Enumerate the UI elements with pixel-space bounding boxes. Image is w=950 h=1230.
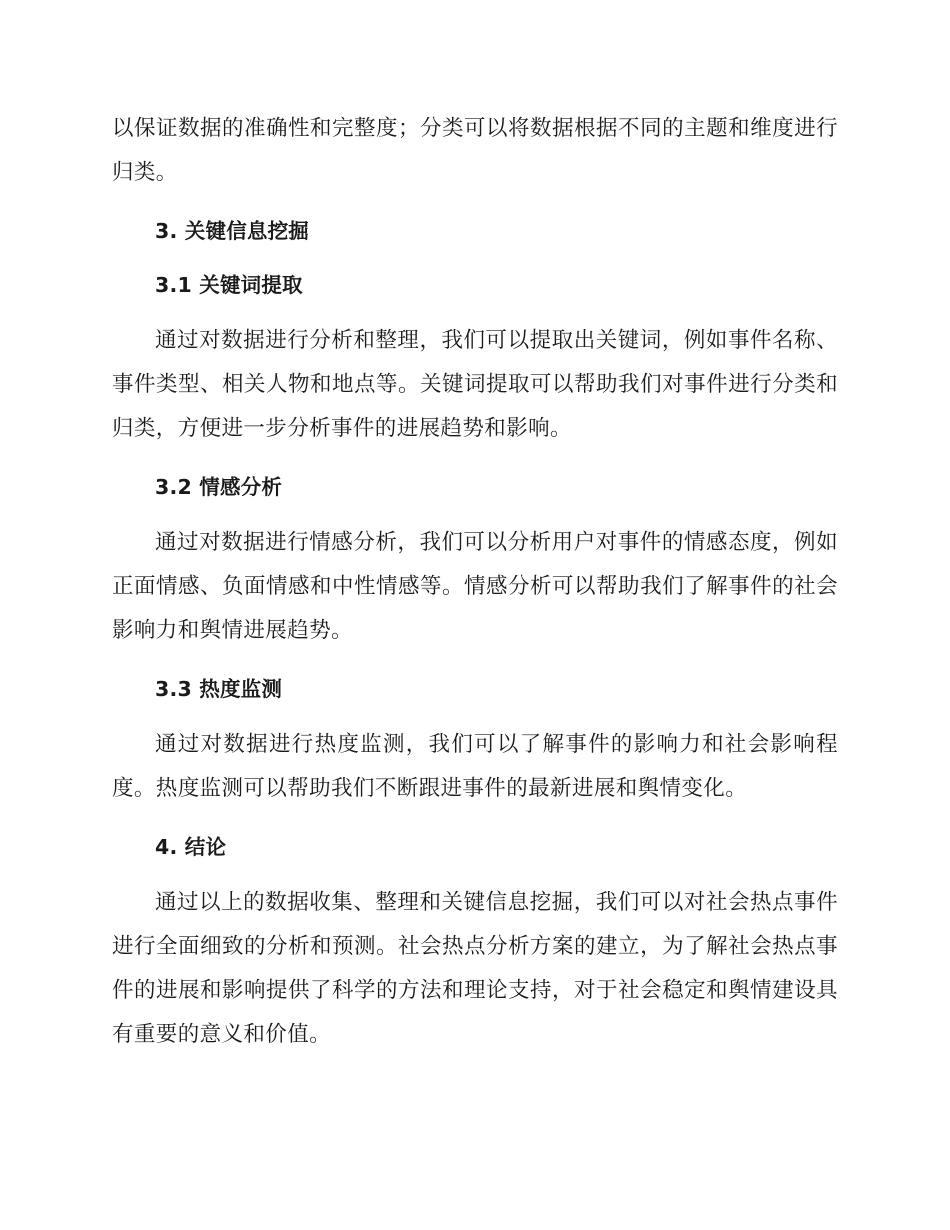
section-3-1-body: 通过对数据进行分析和整理，我们可以提取出关键词，例如事件名称、事件类型、相关人物和地点等。关键词提取可以帮助我们对事件进行分类和归类，方便进一步分析事件的进展趋势和影响。 [112,328,838,441]
section-3-2-heading: 3.2 情感分析 [155,475,283,499]
section-4-body: 通过以上的数据收集、整理和关键信息挖掘，我们可以对社会热点事件进行全面细致的分析和预测。社会热点分析方案的建立，为了解社会热点事件的进展和影响提供了科学的方法和理论支持，对于社会稳定和舆情建设具有重要的意义和价值。 [112,890,838,1047]
intro-paragraph: 以保证数据的准确性和完整度；分类可以将数据根据不同的主题和维度进行归类。 [112,116,838,185]
section-3-3-heading: 3.3 热度监测 [155,677,283,701]
section-3-heading: 3. 关键信息挖掘 [155,219,309,243]
section-3-3-body: 通过对数据进行热度监测，我们可以了解事件的影响力和社会影响程度。热度监测可以帮助我们不断跟进事件的最新进展和舆情变化。 [112,732,838,801]
section-3-1-heading: 3.1 关键词提取 [155,273,303,297]
section-3-2-body: 通过对数据进行情感分析，我们可以分析用户对事件的情感态度，例如正面情感、负面情感和中性情感等。情感分析可以帮助我们了解事件的社会影响力和舆情进展趋势。 [112,530,838,643]
section-4-heading: 4. 结论 [155,835,227,859]
